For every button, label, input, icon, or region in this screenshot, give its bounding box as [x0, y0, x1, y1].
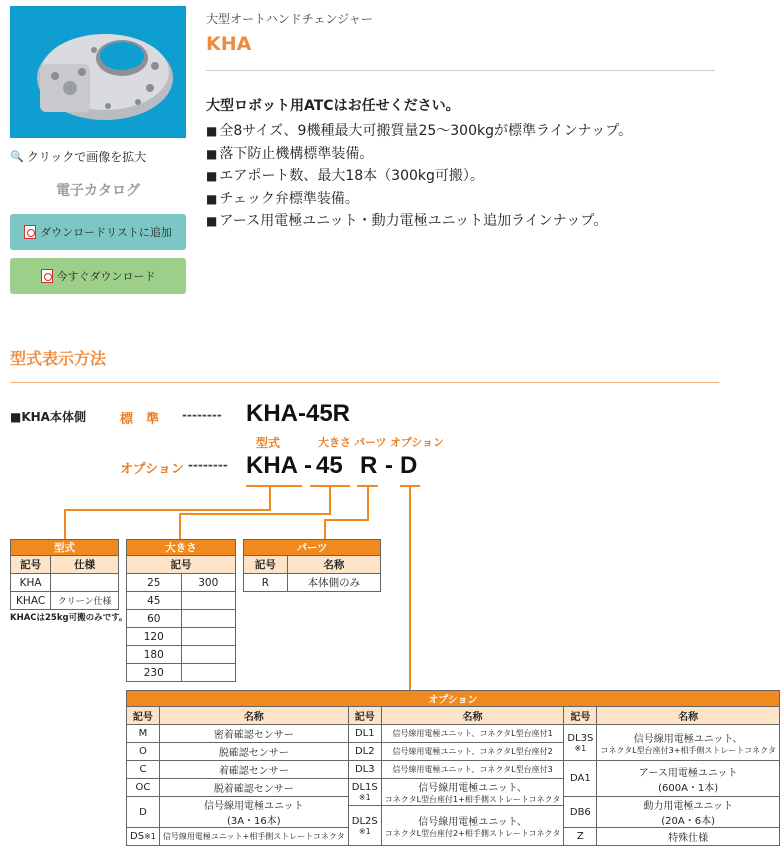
column-header: 名称 — [381, 707, 564, 725]
standard-dashes: -------- — [182, 408, 222, 422]
code-part-option: D — [400, 452, 418, 479]
column-header: 記号 — [127, 707, 160, 725]
option-code: DB6 — [564, 797, 597, 828]
model-code-diagram — [0, 396, 776, 844]
note-marker: ※1 — [358, 826, 371, 836]
option-code-cell — [348, 779, 381, 806]
code-part-size: 45 — [316, 452, 343, 479]
table-cell: KHA — [11, 574, 51, 592]
column-header: 記号 — [244, 556, 288, 574]
table-row — [127, 610, 236, 628]
table-cell — [181, 646, 236, 664]
table-cell: KHAC — [11, 592, 51, 610]
table-cell — [181, 610, 236, 628]
option-code-cell — [564, 725, 597, 761]
option-table — [126, 690, 780, 846]
option-label: オプション — [120, 462, 184, 477]
section-title: 型式表示方法 — [10, 349, 107, 368]
option-name-detail: (3A・16本) — [226, 816, 281, 827]
option-name: 脱確認センサー — [159, 743, 348, 761]
table-row — [127, 574, 236, 592]
download-now-button[interactable] — [10, 258, 186, 294]
feature-item: ■ エアポート数、最大18本（300kg可搬）。 — [206, 165, 632, 188]
option-name-cell — [597, 725, 780, 761]
code-part-parts: R — [360, 452, 378, 479]
option-code: DL1 — [348, 725, 381, 743]
model-part-label: 型式 — [256, 436, 281, 450]
note-marker: ※1 — [144, 832, 156, 841]
standard-label: 標 準 — [120, 412, 160, 427]
magnifier-icon: 🔍 — [10, 150, 24, 163]
option-name-detail: コネクタL型台座付1+相手側ストレートコネクタ — [384, 795, 561, 804]
feature-list — [206, 120, 632, 233]
table-row — [127, 664, 236, 682]
option-code-cell — [127, 828, 160, 846]
option-name-detail: コネクタL型台座付3+相手側ストレートコネクタ — [600, 745, 776, 755]
product-name: KHA — [206, 33, 252, 55]
table-cell: 25 — [127, 574, 182, 592]
product-subtitle: 大型オートハンドチェンジャー — [206, 12, 373, 26]
parts-part-label: パーツ — [354, 436, 387, 449]
option-code: DL2 — [348, 743, 381, 761]
option-name: 信号線用電極ユニット+相手側ストレートコネクタ — [159, 828, 348, 846]
table-row — [244, 574, 381, 592]
option-code: DA1 — [564, 761, 597, 797]
table-row — [127, 725, 780, 743]
column-header: 名称 — [597, 707, 780, 725]
pdf-icon — [41, 269, 53, 283]
option-code-cell — [348, 806, 381, 846]
option-dashes: -------- — [188, 458, 228, 472]
table-row — [127, 592, 236, 610]
option-name: 脱着確認センサー — [159, 779, 348, 797]
table-cell: 本体側のみ — [287, 574, 380, 592]
option-name: 特殊仕様 — [597, 828, 780, 846]
feature-item: ■ 落下防止機構標準装備。 — [206, 143, 632, 166]
table-cell — [181, 592, 236, 610]
column-header: 記号 — [11, 556, 51, 574]
option-name: 密着確認センサー — [159, 725, 348, 743]
download-now-label: 今すぐダウンロード — [56, 270, 156, 283]
body-side-label: ■KHA本体側 — [10, 410, 86, 424]
table-cell: 300 — [181, 574, 236, 592]
option-name-detail: (20A・6本) — [661, 816, 716, 827]
zoom-link[interactable] — [10, 148, 146, 165]
option-name: 信号線用電極ユニット、コネクタL型台座付2 — [381, 743, 564, 761]
parts-table-title: パーツ — [244, 540, 381, 556]
option-code: DL3S — [567, 732, 594, 744]
column-header: 記号 — [127, 556, 236, 574]
table-cell — [181, 664, 236, 682]
code-part-separator: - — [304, 452, 312, 479]
column-header: 名称 — [159, 707, 348, 725]
option-name-cell — [159, 797, 348, 828]
option-name: 信号線用電極ユニット、コネクタL型台座付1 — [381, 725, 564, 743]
table-cell: 120 — [127, 628, 182, 646]
catalog-heading: 電子カタログ — [56, 183, 140, 199]
option-name-detail: コネクタL型台座付2+相手側ストレートコネクタ — [384, 828, 561, 838]
option-name: 信号線用電極ユニット、 — [418, 783, 527, 794]
option-name: 着確認センサー — [159, 761, 348, 779]
add-to-download-list-button[interactable] — [10, 214, 186, 250]
table-cell — [181, 628, 236, 646]
option-name: 信号線用電極ユニット、 — [633, 733, 743, 745]
option-code: DL3 — [348, 761, 381, 779]
option-code: D — [127, 797, 160, 828]
table-cell: R — [244, 574, 288, 592]
size-table-title: 大きさ — [127, 540, 236, 556]
table-cell: クリーン仕様 — [51, 592, 119, 610]
option-name: 信号線用電極ユニット — [204, 801, 304, 812]
product-photo[interactable] — [10, 6, 186, 138]
model-table-title: 型式 — [11, 540, 119, 556]
option-code: DL1S — [351, 782, 378, 793]
table-row — [11, 592, 119, 610]
option-table-title: オプション — [127, 691, 780, 707]
column-header: 仕様 — [51, 556, 119, 574]
column-header: 記号 — [564, 707, 597, 725]
option-code: M — [127, 725, 160, 743]
feature-item: ■ アース用電極ユニット・動力電極ユニット追加ラインナップ。 — [206, 210, 632, 233]
option-code: O — [127, 743, 160, 761]
product-lead: 大型ロボット用ATCはお任せください。 — [206, 98, 460, 114]
table-cell: 45 — [127, 592, 182, 610]
parts-table — [243, 539, 381, 592]
note-marker: ※1 — [574, 743, 587, 753]
column-header: 記号 — [348, 707, 381, 725]
table-cell — [51, 574, 119, 592]
standard-model-code: KHA-45R — [246, 400, 351, 427]
model-table-note: KHACは25kg可搬のみです。 — [10, 613, 128, 623]
table-cell: 230 — [127, 664, 182, 682]
table-cell: 180 — [127, 646, 182, 664]
option-name: 信号線用電極ユニット、 — [418, 816, 527, 828]
option-part-label: オプション — [390, 436, 445, 449]
option-name-cell — [597, 797, 780, 828]
option-name-cell — [381, 779, 564, 806]
option-code: C — [127, 761, 160, 779]
add-to-download-list-label: ダウンロードリストに追加 — [40, 226, 172, 239]
table-row — [127, 646, 236, 664]
option-code: DL2S — [351, 815, 378, 827]
option-name: 動力用電極ユニット — [643, 801, 733, 812]
option-name-cell — [597, 761, 780, 797]
size-table — [126, 539, 236, 682]
section-divider — [10, 382, 719, 383]
option-name: アース用電極ユニット — [638, 767, 738, 779]
pdf-add-icon — [24, 225, 36, 239]
size-part-label: 大きさ — [318, 436, 351, 449]
option-name: 信号線用電極ユニット、コネクタL型台座付3 — [381, 761, 564, 779]
option-code: Z — [564, 828, 597, 846]
code-part-model: KHA — [246, 452, 298, 479]
feature-item: ■ チェック弁標準装備。 — [206, 188, 632, 211]
model-table — [10, 539, 119, 610]
header-divider — [206, 70, 715, 71]
column-header: 名称 — [287, 556, 380, 574]
table-cell: 60 — [127, 610, 182, 628]
option-code: DS — [130, 831, 145, 842]
option-name-cell — [381, 806, 564, 846]
option-name-detail: (600A・1本) — [658, 782, 719, 794]
table-row — [127, 761, 780, 779]
code-part-separator: - — [385, 452, 393, 479]
option-code: OC — [127, 779, 160, 797]
table-row — [127, 628, 236, 646]
table-row — [11, 574, 119, 592]
zoom-link-label: クリックで画像を拡大 — [26, 150, 147, 164]
feature-item: ■ 全8サイズ、9機種最大可搬質量25～300kgが標準ラインナップ。 — [206, 120, 632, 143]
note-marker: ※1 — [358, 793, 371, 802]
